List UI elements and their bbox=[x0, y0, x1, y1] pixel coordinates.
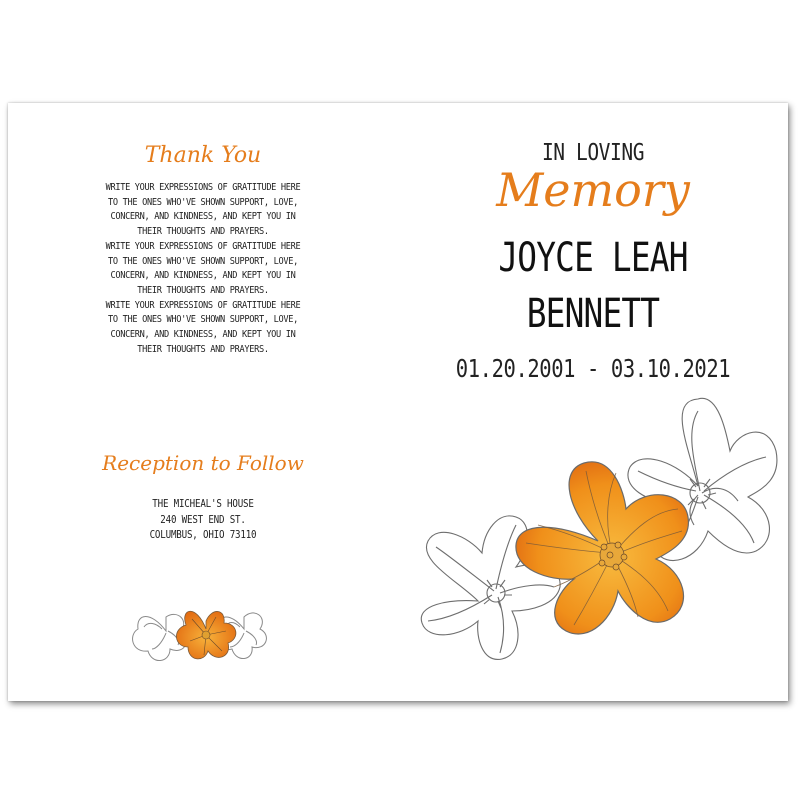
gratitude-line: THEIR THOUGHTS AND PRAYERS. bbox=[137, 284, 269, 296]
flower-cluster-large-icon bbox=[398, 391, 788, 701]
right-panel bbox=[398, 103, 788, 701]
gratitude-line: THEIR THOUGHTS AND PRAYERS. bbox=[137, 343, 269, 355]
memorial-program-sheet bbox=[8, 103, 788, 701]
deceased-last-name: BENNETT bbox=[526, 291, 660, 337]
gratitude-line: TO THE ONES WHO'VE SHOWN SUPPORT, LOVE, bbox=[108, 196, 298, 208]
reception-address bbox=[28, 497, 379, 544]
thank-you-title: Thank You bbox=[144, 143, 262, 168]
gratitude-line: CONCERN, AND KINDNESS, AND KEPT YOU IN bbox=[110, 329, 296, 341]
memory-script-heading: Memory bbox=[496, 163, 690, 217]
left-panel bbox=[8, 103, 398, 701]
gratitude-text bbox=[24, 181, 383, 357]
in-loving-heading: IN LOVING bbox=[541, 140, 645, 166]
gratitude-line: CONCERN, AND KINDNESS, AND KEPT YOU IN bbox=[110, 270, 296, 282]
gratitude-line: WRITE YOUR EXPRESSIONS OF GRATITUDE HERE bbox=[105, 240, 301, 252]
address-line: COLUMBUS, OHIO 73110 bbox=[149, 530, 257, 542]
address-line: 240 WEST END ST. bbox=[160, 514, 246, 526]
flower-cluster-small-icon bbox=[126, 591, 286, 671]
gratitude-line: WRITE YOUR EXPRESSIONS OF GRATITUDE HERE bbox=[105, 182, 301, 193]
gratitude-line: TO THE ONES WHO'VE SHOWN SUPPORT, LOVE, bbox=[108, 314, 298, 326]
life-dates: 01.20.2001 - 03.10.2021 bbox=[455, 354, 731, 383]
gratitude-line: THEIR THOUGHTS AND PRAYERS. bbox=[137, 226, 269, 238]
gratitude-line: WRITE YOUR EXPRESSIONS OF GRATITUDE HERE bbox=[105, 299, 301, 311]
gratitude-line: TO THE ONES WHO'VE SHOWN SUPPORT, LOVE, bbox=[108, 255, 298, 267]
address-line: THE MICHEAL'S HOUSE bbox=[152, 499, 254, 510]
gratitude-line: CONCERN, AND KINDNESS, AND KEPT YOU IN bbox=[110, 211, 296, 223]
reception-title: Reception to Follow bbox=[102, 451, 304, 475]
deceased-first-names: JOYCE LEAH bbox=[498, 235, 688, 281]
